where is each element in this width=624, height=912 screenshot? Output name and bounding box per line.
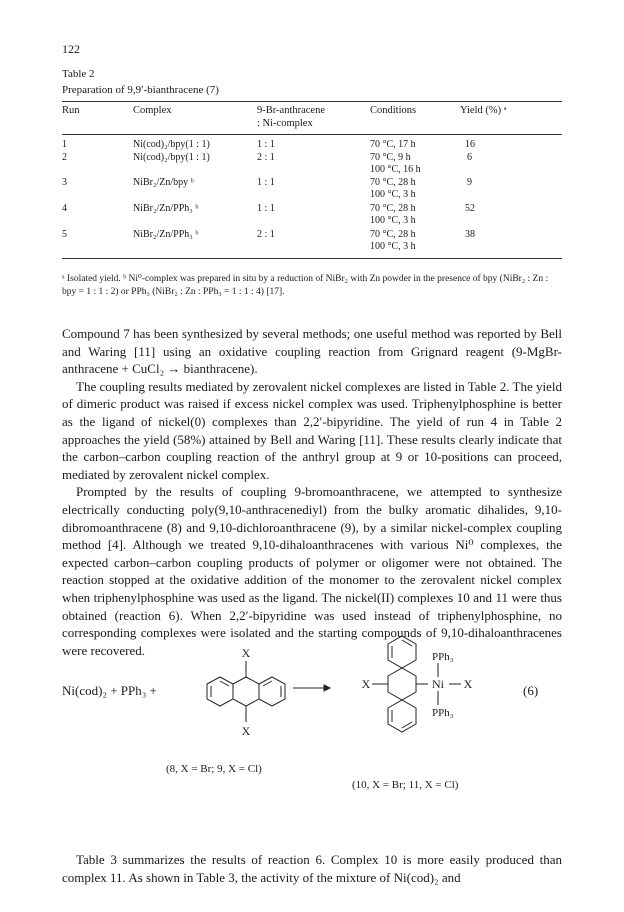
cell-complex: Ni(cod)₂/bpy(1 : 1) (133, 152, 210, 163)
cell-conditions: 70 °C, 9 h (370, 152, 411, 163)
header-conditions: Conditions (370, 105, 417, 116)
dihaloanthracene-structure (207, 661, 285, 722)
cell-conditions: 70 °C, 28 h (370, 229, 416, 240)
cell-run: 2 (62, 152, 67, 163)
header-ratio-line2: : Ni-complex (257, 118, 313, 129)
cell-complex: NiBr₂/Zn/PPh₃ ᵇ (133, 203, 199, 214)
cell-yield: 16 (465, 139, 475, 150)
header-yield: Yield (%) ᵃ (460, 105, 507, 116)
cell-conditions: 100 °C, 3 h (370, 241, 416, 252)
cell-run: 3 (62, 177, 67, 188)
pph3-top-label: PPh₃ (432, 651, 454, 663)
x-left-label: X (361, 677, 371, 691)
paragraph: Compound 7 has been synthesized by several methods; one useful method was reported by Bell and Waring [11] using an oxidative coupling reaction from Grignard reagent (9-MgBr-anthracene + CuCl₂ → bianthracene). (62, 326, 562, 377)
scheme-caption-left: (8, X = Br; 9, X = Cl) (166, 763, 262, 775)
cell-complex: Ni(cod)₂/bpy(1 : 1) (133, 139, 210, 150)
ni-label: Ni (432, 677, 444, 691)
paragraph: The coupling results mediated by zerovalent nickel complexes are listed in Table 2. The yield of dimeric product was raised if excess nickel complex was used. Triphenylphosphine is better as the ligand of nickel(0) complexes than 2,2′-bipyridine. The yield of run 4 in Table 2 approaches the yield (58%) attained by Bell and Waring [11]. These results clearly indicate that the carbon–carbon coupling reaction of the anthryl group at 9 or 10-positions can proceed, mediated by zerovalent nickel complex. (62, 378, 562, 482)
cell-conditions: 100 °C, 3 h (370, 189, 416, 200)
cell-conditions: 70 °C, 17 h (370, 139, 416, 150)
cell-conditions: 100 °C, 16 h (370, 164, 421, 175)
cell-conditions: 100 °C, 3 h (370, 215, 416, 226)
cell-yield: 6 (467, 152, 472, 163)
x-right-label: X (463, 677, 473, 691)
scheme-caption-right: (10, X = Br; 11, X = Cl) (352, 779, 459, 791)
cell-run: 5 (62, 229, 67, 240)
paragraph: Prompted by the results of coupling 9-bromoanthracene, we attempted to synthesize electrically conducting poly(9,10-anthracenediyl) from the bulky aromatic dihalides, 9,10-dibromoanthracene (8) and 9,10-dichloroanthracene (9), by a similar nickel-complex coupling method [4]. Although we treated 9,10-dihaloanthracenes with various Ni⁰ complexes, the expected carbon–carbon coupling products of polymer or oligomer were not obtained. The reaction stopped at the oxidative addition of the monomer to the zerovalent nickel complex when triphenylphosphine was used as the ligand. The nickel(II) complexes 10 and 11 were thus obtained (reaction 6). When 2,2′-bipyridine was used instead of triphenylphosphine, no corresponding complexes were isolated and the starting compounds of 9,10-dihaloanthracenes were recovered. (62, 484, 562, 658)
paragraph: Table 3 summarizes the results of reaction 6. Complex 10 is more easily produced than complex 11. As shown in Table 3, the activity of the mixture of Ni(cod)₂ and (62, 852, 562, 885)
bottom-text (62, 851, 562, 886)
scheme-reagents: Ni(cod)₂ + PPh₃ + (62, 683, 157, 698)
cell-ratio: 1 : 1 (257, 203, 275, 214)
cell-ratio: 1 : 1 (257, 139, 275, 150)
x-top-label: X (241, 646, 251, 660)
table-caption: Preparation of 9,9′-bianthracene (7) (62, 84, 219, 96)
table-label: Table 2 (62, 68, 95, 80)
cell-complex: NiBr₂/Zn/bpy ᵇ (133, 177, 194, 188)
cell-conditions: 70 °C, 28 h (370, 203, 416, 214)
pph3-bottom-label: PPh₃ (432, 707, 454, 719)
cell-ratio: 2 : 1 (257, 229, 275, 240)
cell-yield: 9 (467, 177, 472, 188)
cell-run: 1 (62, 139, 67, 150)
reaction-arrow (293, 685, 330, 691)
table-footnote: ᵃ Isolated yield. ᵇ Ni⁰-complex was prepared in situ by a reduction of NiBr₂ with Zn powder in the presence of bpy (NiBr₂ : Zn : bpy = 1 : 1 : 2) or PPh₃ (NiBr₂ : Zn : PPh₃ = 1 : 1 : 4) [17]. (62, 274, 549, 297)
equation-number: (6) (523, 683, 539, 698)
cell-ratio: 1 : 1 (257, 177, 275, 188)
cell-yield: 52 (465, 203, 475, 214)
cell-ratio: 2 : 1 (257, 152, 275, 163)
cell-yield: 38 (465, 229, 475, 240)
cell-conditions: 70 °C, 28 h (370, 177, 416, 188)
header-run: Run (62, 105, 80, 116)
x-bottom-label: X (241, 724, 251, 738)
page-number: 122 (62, 42, 80, 56)
header-complex: Complex (133, 105, 172, 116)
cell-run: 4 (62, 203, 67, 214)
cell-complex: NiBr₂/Zn/PPh₃ ᵇ (133, 229, 199, 240)
header-ratio-line1: 9-Br-anthracene (257, 105, 325, 116)
